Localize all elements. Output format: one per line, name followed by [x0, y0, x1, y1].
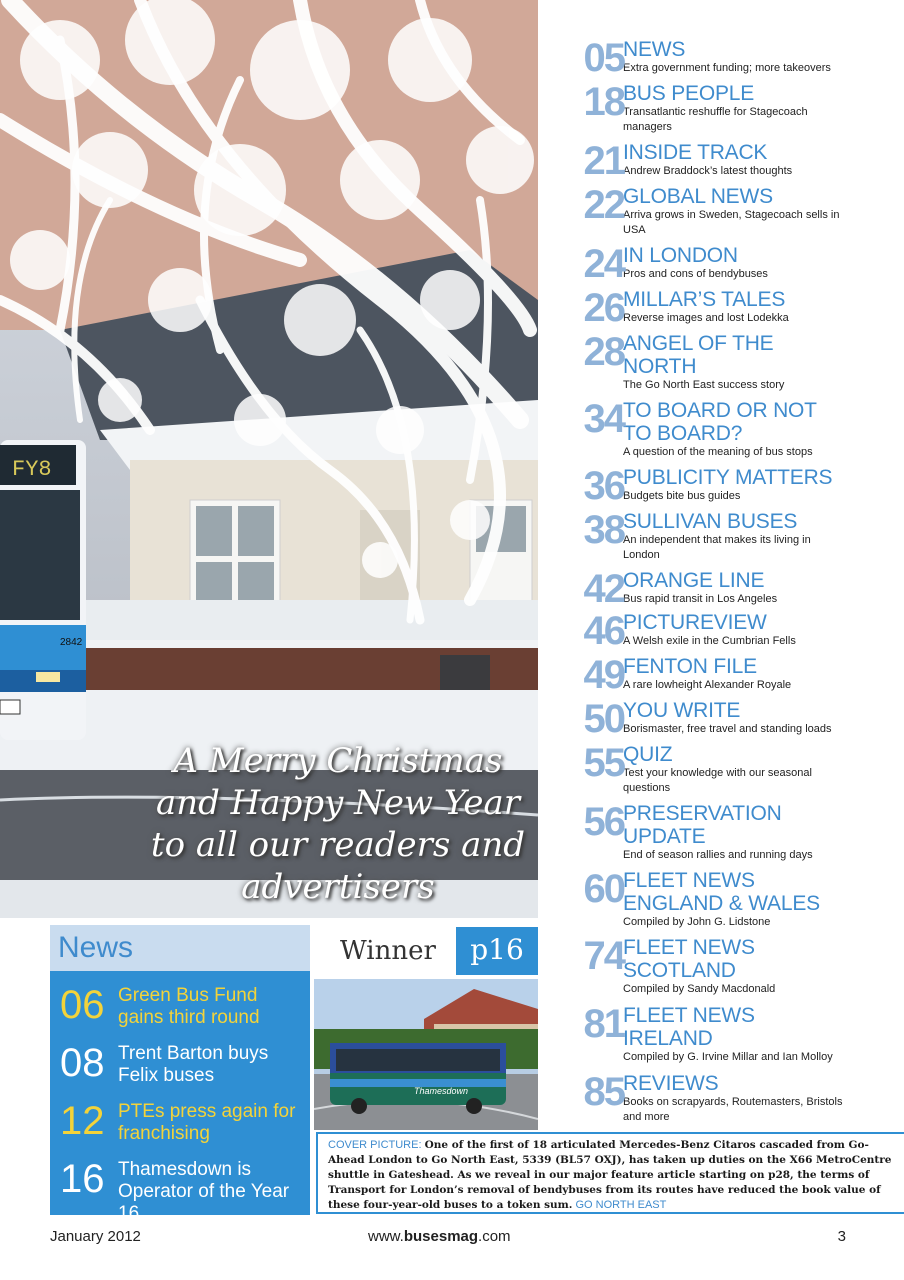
winner-label: Winner: [340, 936, 436, 966]
section-title: MILLAR’S TALES: [623, 288, 786, 311]
news-page-number: 12: [60, 1099, 105, 1143]
page-number: 74: [583, 934, 624, 978]
page-number: 05: [583, 36, 624, 80]
section-title: ORANGE LINE: [623, 569, 765, 592]
web-suffix: .com: [478, 1228, 511, 1245]
section-description: End of season rallies and running days: [623, 849, 813, 861]
section-title: BUS PEOPLE: [623, 82, 755, 105]
winner-box[interactable]: [314, 925, 538, 1130]
section-title: PRESERVATION UPDATE: [623, 802, 782, 848]
winner-bus-photo: [314, 979, 538, 1130]
page-number: 60: [583, 867, 624, 911]
section-description: Books on scrapyards, Routemasters, Bristols and more: [623, 1096, 843, 1123]
page-number: 46: [583, 609, 624, 653]
section-description: Compiled by G. Irvine Millar and Ian Molloy: [623, 1051, 833, 1063]
section-description: Test your knowledge with our seasonal questions: [623, 767, 812, 794]
news-headline: PTEs press again for franchising: [118, 1101, 296, 1144]
page-number: 34: [583, 397, 624, 441]
section-title: PICTUREVIEW: [623, 611, 767, 634]
website-link[interactable]: [368, 1228, 511, 1245]
news-item[interactable]: [50, 1043, 310, 1087]
contents-entry[interactable]: [556, 288, 846, 332]
section-title: ANGEL OF THE NORTH: [623, 332, 774, 378]
page-number: 26: [583, 286, 624, 330]
news-box: [50, 925, 310, 1224]
contents-entry[interactable]: [556, 569, 846, 611]
section-description: Extra government funding; more takeovers: [623, 62, 831, 74]
section-description: A rare lowheight Alexander Royale: [623, 679, 792, 691]
section-title: PUBLICITY MATTERS: [623, 466, 833, 489]
contents-entry[interactable]: [556, 466, 846, 510]
section-description: Pros and cons of bendybuses: [623, 268, 768, 280]
contents-entry[interactable]: [556, 332, 846, 399]
page-number: 28: [583, 330, 624, 374]
news-item[interactable]: [50, 1159, 310, 1225]
section-title: INSIDE TRACK: [623, 141, 768, 164]
news-headline: Thamesdown is Operator of the Year 16: [118, 1159, 290, 1224]
contents-entry[interactable]: [556, 743, 846, 802]
section-description: Compiled by Sandy Macdonald: [623, 983, 776, 995]
section-description: The Go North East success story: [623, 379, 785, 391]
section-description: A question of the meaning of bus stops: [623, 446, 813, 458]
page-number: 55: [583, 741, 624, 785]
contents-entry[interactable]: [556, 1072, 846, 1131]
section-description: Transatlantic reshuffle for Stagecoach managers: [623, 106, 808, 133]
contents-entry[interactable]: [556, 611, 846, 655]
contents-entry[interactable]: [556, 1004, 846, 1072]
section-title: FLEET NEWS SCOTLAND: [623, 936, 755, 982]
svg-text:FY8: FY8: [12, 457, 52, 482]
contents-entry[interactable]: [556, 655, 846, 699]
page-number: 24: [583, 242, 624, 286]
section-title: TO BOARD OR NOT TO BOARD?: [623, 399, 817, 445]
contents-entry[interactable]: [556, 510, 846, 569]
section-description: Compiled by John G. Lidstone: [623, 916, 771, 928]
contents-entry[interactable]: [556, 869, 846, 936]
contents-entry[interactable]: [556, 802, 846, 869]
section-title: GLOBAL NEWS: [623, 185, 773, 208]
section-title: FLEET NEWS ENGLAND & WALES: [623, 869, 820, 915]
contents-entry[interactable]: [556, 185, 846, 244]
page-number: 18: [583, 80, 624, 124]
page-number: 81: [583, 1002, 624, 1046]
page-number: 85: [583, 1070, 624, 1114]
caption-text: One of the first of 18 articulated Mercedes-Benz Citaros cascaded from Go-Ahead London to Go North East, 5339 (BL57 OXJ), has taken up duties on the X66 MetroCentre shuttle in Gateshead. As we reveal in our major feature article starting on p28, the terms of Transport for London’s removal of bendybuses from its routes have reduced the book value of these four-year-old buses to a token sum.: [328, 1139, 892, 1211]
news-page-number: 08: [60, 1041, 105, 1085]
news-headline: Green Bus Fund gains third round: [118, 985, 260, 1028]
contents-entry[interactable]: [556, 244, 846, 288]
svg-text:Thamesdown: Thamesdown: [414, 1086, 469, 1096]
section-description: An independent that makes its living in London: [623, 534, 811, 561]
page-footer: [50, 1228, 846, 1248]
section-description: Borismaster, free travel and standing loads: [623, 723, 832, 735]
news-page-number: 16: [60, 1157, 105, 1201]
contents-entry[interactable]: [556, 141, 846, 185]
section-title: FENTON FILE: [623, 655, 757, 678]
page-number: 38: [583, 508, 624, 552]
page-number: 21: [583, 139, 624, 183]
news-headline: Trent Barton buys Felix buses: [118, 1043, 269, 1086]
page-number: 50: [583, 697, 624, 741]
cover-caption: [316, 1132, 904, 1214]
web-domain: busesmag: [403, 1228, 479, 1245]
contents-entry[interactable]: [556, 38, 846, 82]
section-description: Reverse images and lost Lodekka: [623, 312, 789, 324]
section-title: SULLIVAN BUSES: [623, 510, 798, 533]
section-title: YOU WRITE: [623, 699, 741, 722]
svg-text:2842: 2842: [60, 637, 83, 648]
news-heading: News: [50, 925, 310, 971]
cover-photo: [0, 0, 538, 918]
caption-credit: GO NORTH EAST: [575, 1199, 667, 1211]
web-prefix: www.: [368, 1228, 404, 1245]
section-description: Arriva grows in Sweden, Stagecoach sells in USA: [623, 209, 840, 236]
section-description: Andrew Braddock’s latest thoughts: [623, 165, 793, 177]
news-item[interactable]: [50, 1101, 310, 1145]
news-page-number: 06: [60, 983, 105, 1027]
page-number: 36: [583, 464, 624, 508]
page-number-footer: 3: [837, 1228, 846, 1245]
section-title: IN LONDON: [623, 244, 738, 267]
page-number: 42: [583, 567, 624, 611]
thamesdown-bus-image: [314, 979, 538, 1130]
news-item[interactable]: [50, 985, 310, 1029]
page-number: 49: [583, 653, 624, 697]
section-title: NEWS: [623, 38, 686, 61]
caption-label: COVER PICTURE:: [328, 1139, 422, 1151]
page-number: 56: [583, 800, 624, 844]
contents-entry[interactable]: [556, 699, 846, 743]
section-description: Budgets bite bus guides: [623, 490, 741, 502]
winner-page-ref: p16: [456, 927, 538, 975]
section-title: QUIZ: [623, 743, 673, 766]
section-description: A Welsh exile in the Cumbrian Fells: [623, 635, 796, 647]
contents-list: [556, 38, 846, 1131]
page-number: 22: [583, 183, 624, 227]
contents-entry[interactable]: [556, 82, 846, 141]
section-description: Bus rapid transit in Los Angeles: [623, 593, 778, 605]
contents-entry[interactable]: [556, 936, 846, 1004]
section-title: REVIEWS: [623, 1072, 719, 1095]
christmas-greeting: A Merry Christmas and Happy New Year to all our readers and advertisers: [150, 741, 526, 907]
section-title: FLEET NEWS IRELAND: [623, 1004, 755, 1050]
contents-entry[interactable]: [556, 399, 846, 466]
issue-date: January 2012: [50, 1228, 141, 1245]
